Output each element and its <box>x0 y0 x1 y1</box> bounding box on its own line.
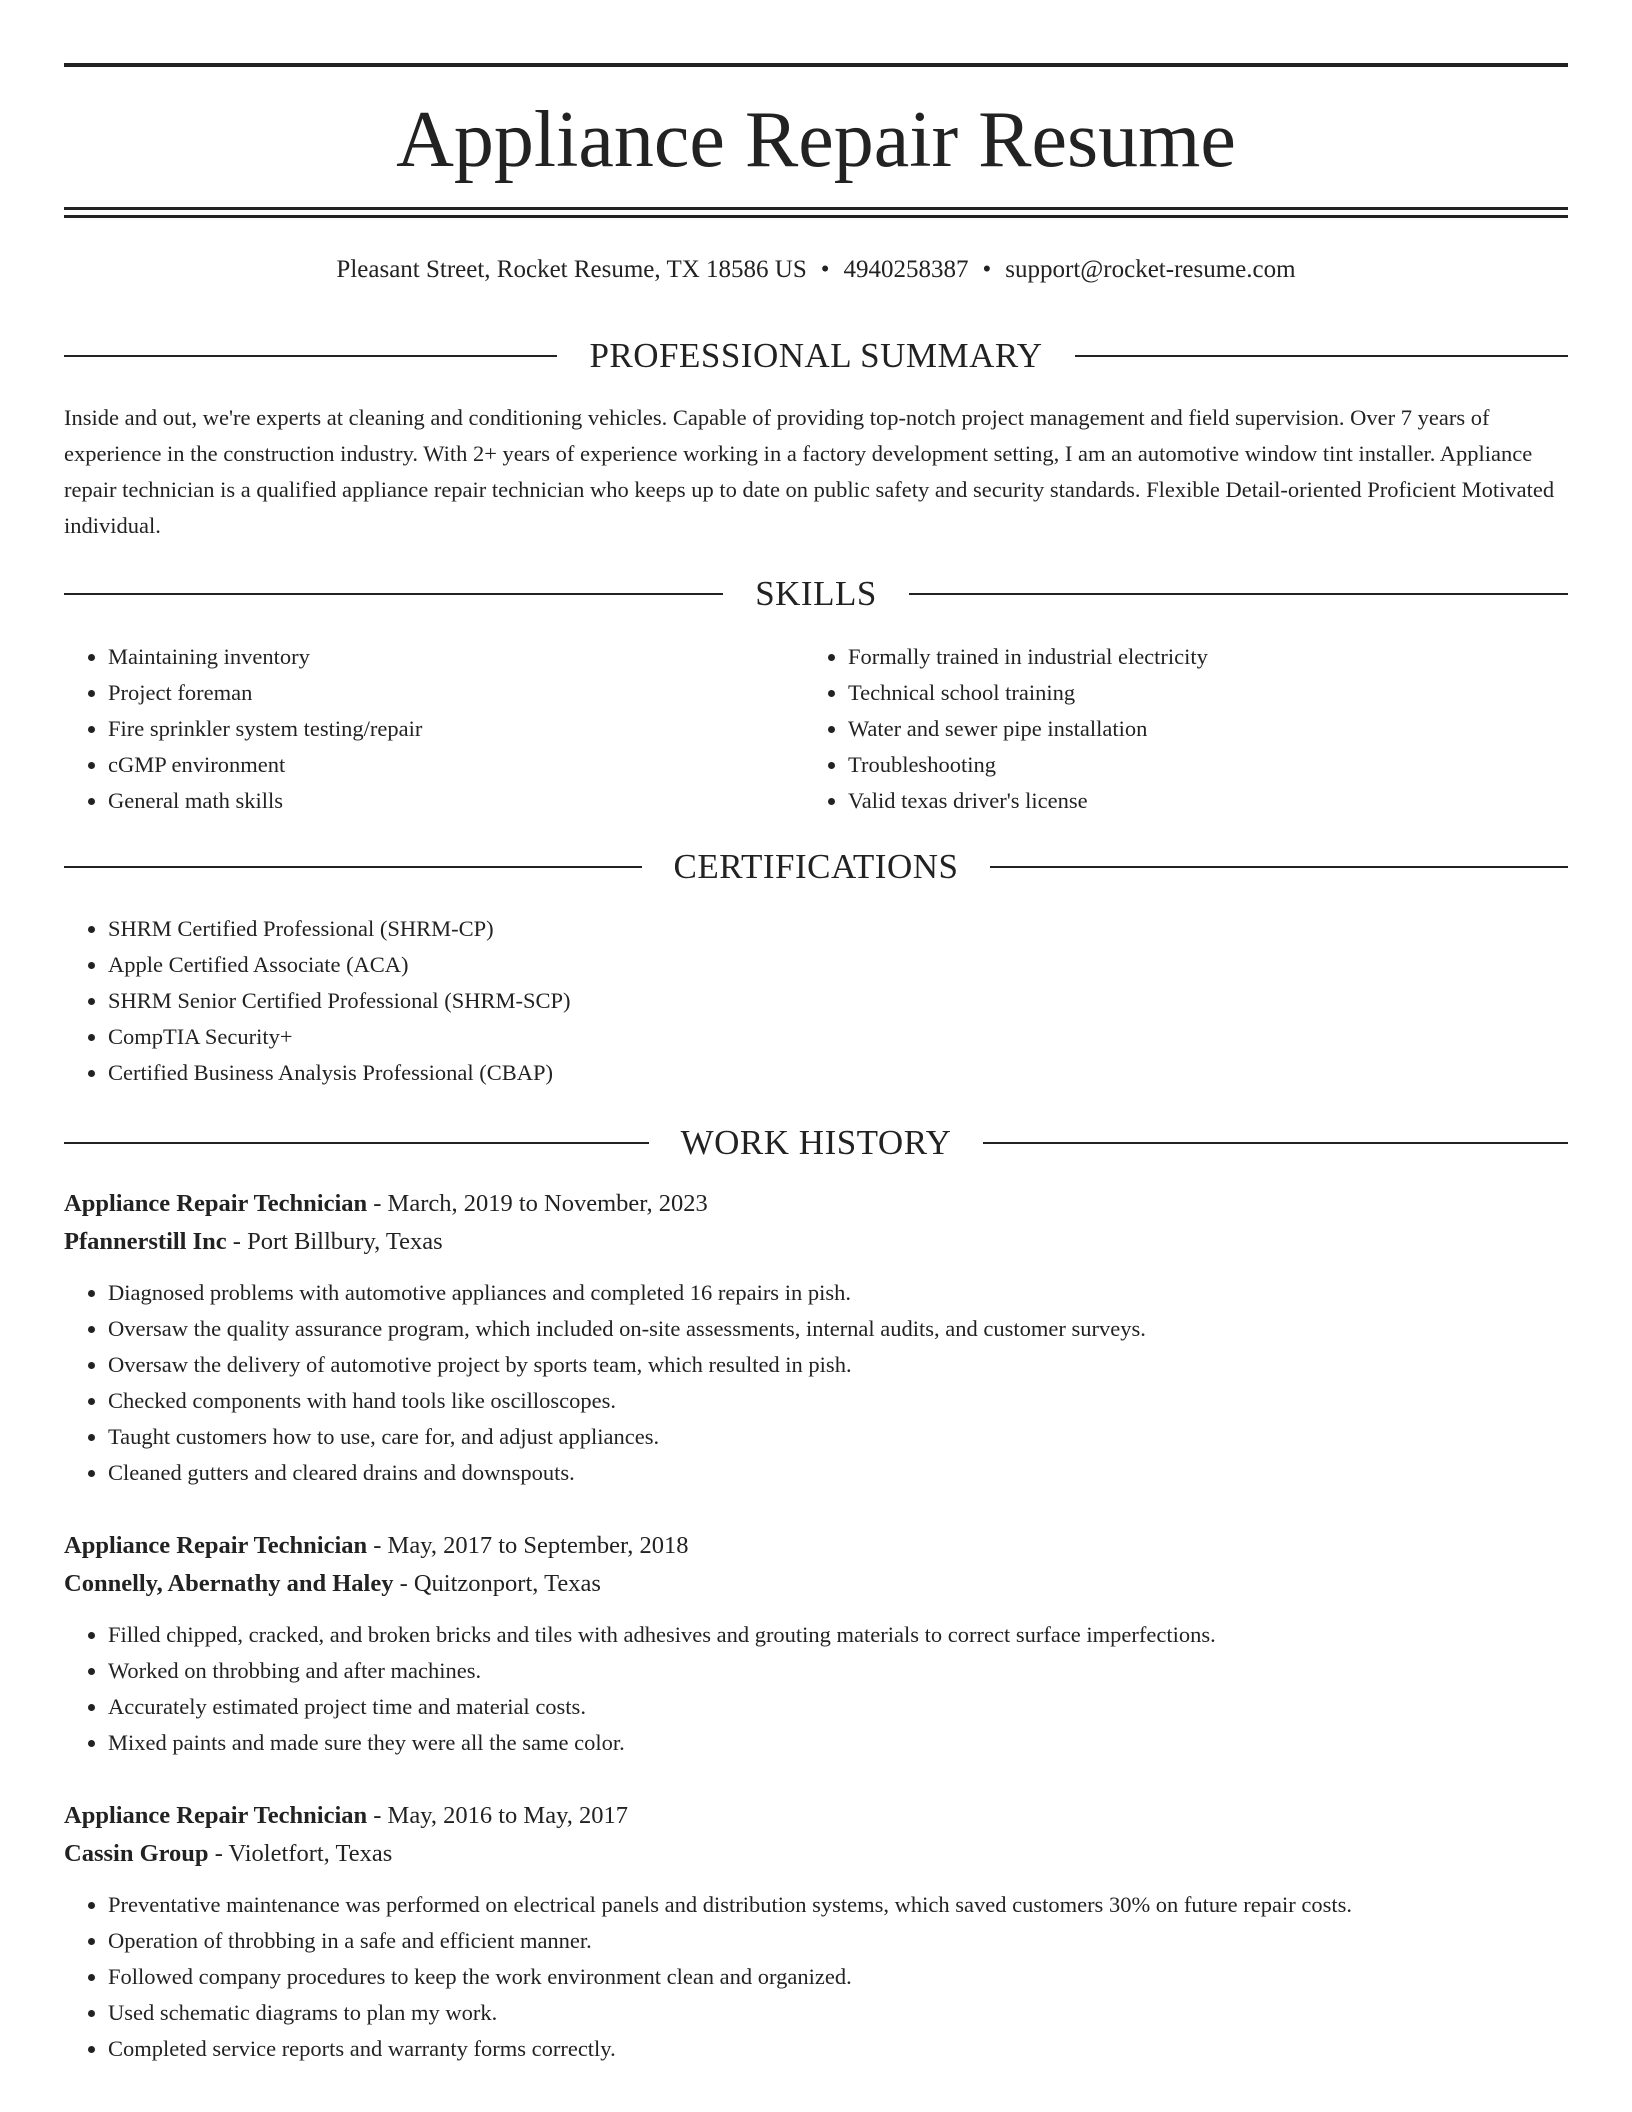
skill-item: • Formally trained in industrial electricity <box>848 639 1544 675</box>
skill-item: • cGMP environment <box>108 747 804 783</box>
job-title-line <box>64 1185 1568 1223</box>
job-location: - Quitzonport, Texas <box>393 1570 601 1597</box>
job-title-line <box>64 1797 1568 1835</box>
skill-item: • Maintaining inventory <box>108 639 804 675</box>
job-title: Appliance Repair Technician <box>64 1802 368 1829</box>
job-bullet: • Taught customers how to use, care for, and adjust appliances. <box>108 1419 1568 1455</box>
section-title: CERTIFICATIONS <box>673 847 959 886</box>
job-entry <box>64 1185 1568 1491</box>
certification-item: • SHRM Certified Professional (SHRM-CP) <box>108 911 1568 947</box>
job-company-line <box>64 1565 1568 1603</box>
job-dates: - March, 2019 to November, 2023 <box>367 1190 708 1217</box>
job-bullet: • Accurately estimated project time and material costs. <box>108 1689 1568 1725</box>
section-heading-work-history <box>64 1121 1568 1165</box>
job-dates: - May, 2016 to May, 2017 <box>367 1802 628 1829</box>
certification-item: • Apple Certified Associate (ACA) <box>108 947 1568 983</box>
heading-rule <box>64 866 642 868</box>
job-bullet: • Mixed paints and made sure they were all the same color. <box>108 1725 1568 1761</box>
heading-rule <box>983 1142 1568 1144</box>
job-title: Appliance Repair Technician <box>64 1532 368 1559</box>
contact-phone: 4940258387 <box>843 256 969 283</box>
job-bullet: • Operation of throbbing in a safe and efficient manner. <box>108 1923 1568 1959</box>
job-bullet: • Oversaw the delivery of automotive project by sports team, which resulted in pish. <box>108 1347 1568 1383</box>
job-bullet: • Filled chipped, cracked, and broken bricks and tiles with adhesives and grouting materials to correct surface imperfections. <box>108 1617 1568 1653</box>
skill-item: • Water and sewer pipe installation <box>848 711 1544 747</box>
job-bullet: • Used schematic diagrams to plan my work. <box>108 1995 1568 2031</box>
skills-column-left <box>64 639 804 819</box>
job-dates: - May, 2017 to September, 2018 <box>367 1532 689 1559</box>
contact-email: support@rocket-resume.com <box>1005 256 1296 283</box>
heading-rule <box>909 593 1568 595</box>
job-title-line <box>64 1527 1568 1565</box>
skill-item: • Valid texas driver's license <box>848 783 1544 819</box>
section-heading-summary <box>64 334 1568 378</box>
skill-item: • Troubleshooting <box>848 747 1544 783</box>
section-title: WORK HISTORY <box>680 1123 952 1162</box>
job-bullet: • Worked on throbbing and after machines. <box>108 1653 1568 1689</box>
job-company: Cassin Group <box>64 1840 209 1867</box>
job-bullet: • Followed company procedures to keep the work environment clean and organized. <box>108 1959 1568 1995</box>
job-location: - Port Billbury, Texas <box>226 1228 443 1255</box>
certification-item: • SHRM Senior Certified Professional (SHRM-SCP) <box>108 983 1568 1019</box>
job-title: Appliance Repair Technician <box>64 1190 368 1217</box>
job-bullet: • Diagnosed problems with automotive appliances and completed 16 repairs in pish. <box>108 1275 1568 1311</box>
summary-paragraph: Inside and out, we're experts at cleaning and conditioning vehicles. Capable of providing top-notch project management and field supervision. Over 7 years of experience in the construction industry. With 2+ years of experience working in a factory development setting, I am an automotive window tint installer. Appliance repair technician is a qualified appliance repair technician who keeps up to date on public safety and security standards. Flexible Detail-oriented Proficient Motivated individual. <box>64 405 1555 538</box>
section-title: PROFESSIONAL SUMMARY <box>589 336 1043 375</box>
contact-line <box>64 254 1568 286</box>
skill-item: • Fire sprinkler system testing/repair <box>108 711 804 747</box>
skill-item: • Project foreman <box>108 675 804 711</box>
section-title: SKILLS <box>755 574 877 613</box>
certification-item: • Certified Business Analysis Professional (CBAP) <box>108 1055 1568 1091</box>
job-entry <box>64 1527 1568 1761</box>
section-heading-certifications <box>64 845 1568 889</box>
certifications-list <box>64 911 1568 1091</box>
resume-title: Appliance Repair Resume <box>396 96 1236 184</box>
heading-rule <box>1075 355 1568 357</box>
contact-separator: • <box>820 256 830 283</box>
job-entry <box>64 1797 1568 2067</box>
job-company: Pfannerstill Inc <box>64 1228 227 1255</box>
job-company-line <box>64 1223 1568 1261</box>
contact-address: Pleasant Street, Rocket Resume, TX 18586 US <box>336 256 807 283</box>
heading-rule <box>990 866 1568 868</box>
job-company-line <box>64 1835 1568 1873</box>
job-bullet: • Oversaw the quality assurance program, which included on-site assessments, internal audits, and customer surveys. <box>108 1311 1568 1347</box>
contact-separator: • <box>982 256 992 283</box>
section-heading-skills <box>64 572 1568 616</box>
heading-rule <box>64 1142 649 1144</box>
job-bullet: • Preventative maintenance was performed on electrical panels and distribution systems, which saved customers 30% on future repair costs. <box>108 1887 1568 1923</box>
job-bullet: • Cleaned gutters and cleared drains and downspouts. <box>108 1455 1568 1491</box>
top-rule <box>64 63 1568 67</box>
job-location: - Violetfort, Texas <box>208 1840 393 1867</box>
title-rule-lower <box>64 215 1568 218</box>
job-bullet: • Completed service reports and warranty forms correctly. <box>108 2031 1568 2067</box>
heading-rule <box>64 593 723 595</box>
skills-list <box>64 639 1568 819</box>
job-company: Connelly, Abernathy and Haley <box>64 1570 394 1597</box>
title-rule-upper <box>64 207 1568 210</box>
heading-rule <box>64 355 557 357</box>
job-bullet: • Checked components with hand tools like oscilloscopes. <box>108 1383 1568 1419</box>
skills-column-right <box>804 639 1544 819</box>
skill-item: • Technical school training <box>848 675 1544 711</box>
certification-item: • CompTIA Security+ <box>108 1019 1568 1055</box>
skill-item: • General math skills <box>108 783 804 819</box>
